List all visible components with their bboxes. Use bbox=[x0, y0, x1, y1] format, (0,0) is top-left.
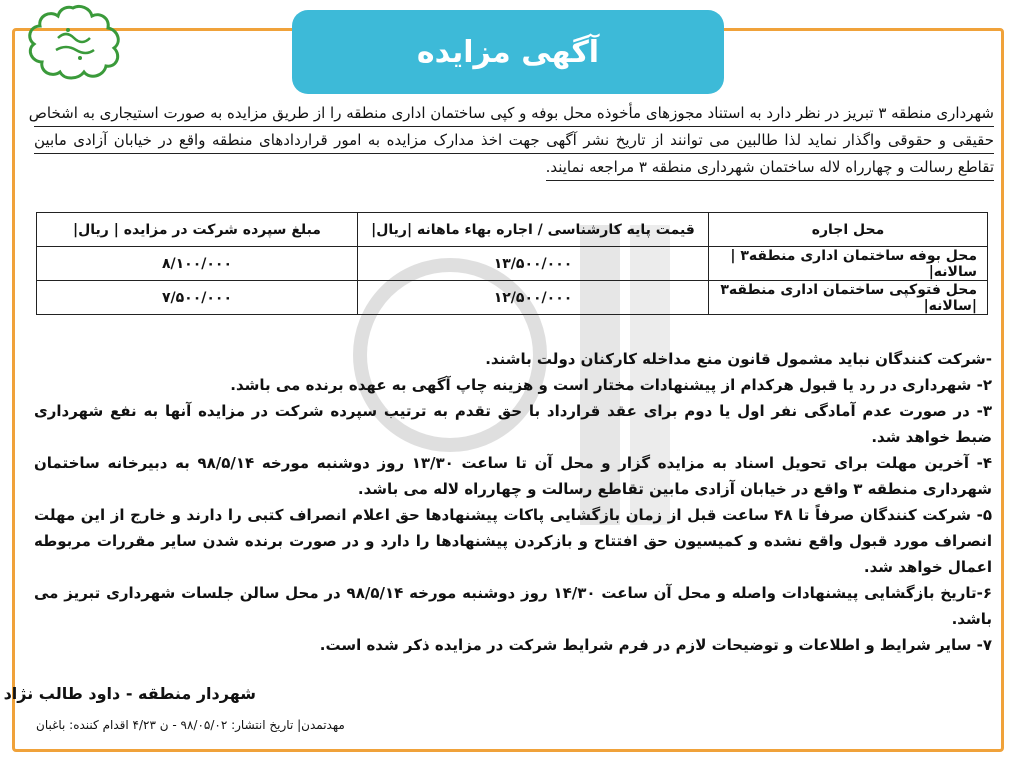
term-item: ۶-تاریخ بازگشایی پیشنهادات واصله و محل آن ساعت ۱۴/۳۰ روز دوشنبه مورخه ۹۸/۵/۱۴ در محل سالن جلسات شهرداری تبریز می باشد. bbox=[34, 584, 992, 628]
signature: شهردار منطقه - داود طالب نژاد bbox=[3, 684, 256, 703]
intro-line: تقاطع رسالت و چهارراه لاله ساختمان شهرداری منطقه ۳ مراجعه نمایند. bbox=[546, 154, 994, 181]
terms-list bbox=[34, 346, 992, 658]
municipality-logo bbox=[18, 2, 128, 82]
term-item: ۷- سایر شرایط و اطلاعات و توضیحات لازم در فرم شرایط شرکت در مزایده ذکر شده است. bbox=[319, 636, 992, 654]
row-base-price: ۱۳/۵۰۰/۰۰۰ bbox=[358, 247, 709, 281]
intro-line: حقیقی و حقوقی واگذار نماید لذا طالبین می توانند از تاریخ نشر آگهی جهت اخذ مدارک مزایده به امور قراردادهای منطقه واقع در خیابان آزادی مابین bbox=[34, 127, 994, 154]
row-location: محل فتوکپی ساختمان اداری منطقه۳ |سالانه| bbox=[709, 281, 988, 315]
header-deposit: مبلغ سپرده شرکت در مزایده | ریال| bbox=[37, 213, 358, 247]
table-row bbox=[37, 247, 988, 281]
table-row bbox=[37, 281, 988, 315]
row-location: محل بوفه ساختمان اداری منطقه۳ | سالانه| bbox=[709, 247, 988, 281]
header-location: محل اجاره bbox=[709, 213, 988, 247]
row-deposit: ۷/۵۰۰/۰۰۰ bbox=[37, 281, 358, 315]
intro-line: شهرداری منطقه ۳ تبریز در نظر دارد به استناد مجوزهای مأخوذه محل بوفه و کپی ساختمان اداری منطقه را از طریق مزایده به صورت استیجاری به اشخاص bbox=[34, 100, 994, 127]
table-header-row bbox=[37, 213, 988, 247]
auction-table bbox=[36, 212, 988, 315]
term-item: -شرکت کنندگان نباید مشمول قانون منع مداخله کارکنان دولت باشند. bbox=[485, 350, 992, 368]
term-item: ۳- در صورت عدم آمادگی نفر اول یا دوم برای عقد قرارداد با حق تقدم به ترتیب سپرده شرکت در مزایده آنها به نفع شهرداری ضبط خواهد شد. bbox=[34, 402, 992, 446]
term-item: ۴- آخرین مهلت برای تحویل اسناد به مزایده گزار و محل آن تا ساعت ۱۳/۳۰ روز دوشنبه مورخه ۹۸/۵/۱۴ به دبیرخانه ساختمان شهرداری منطقه ۳ واقع در خیابان آزادی مابین تقاطع رسالت و چهارراه لاله می باشد. bbox=[34, 454, 992, 498]
title-banner bbox=[292, 10, 724, 94]
page-title: آگهی مزایده bbox=[416, 34, 600, 70]
intro-paragraph bbox=[28, 100, 994, 181]
term-item: ۵- شرکت کنندگان صرفاً تا ۴۸ ساعت قبل از زمان بازگشایی پاکات پیشنهادها حق اعلام انصراف کتبی را دارند و خارج از این مهلت انصراف مورد قبول واقع نشده و کمیسیون حق افتتاح و بازکردن پیشنهادها را دارد و در صورت برنده شدن سایر مقررات مربوطه اعمال خواهد شد. bbox=[34, 506, 992, 576]
row-base-price: ۱۲/۵۰۰/۰۰۰ bbox=[358, 281, 709, 315]
publication-footer: مهدتمدن| تاریخ انتشار: ۹۸/۰۵/۰۲ - ن ۴/۲۳ اقدام کننده: باغبان bbox=[36, 718, 345, 732]
header-base-price: قیمت پایه کارشناسی / اجاره بهاء ماهانه |ریال| bbox=[358, 213, 709, 247]
row-deposit: ۸/۱۰۰/۰۰۰ bbox=[37, 247, 358, 281]
term-item: ۲- شهرداری در رد یا قبول هرکدام از پیشنهادات مختار است و هزینه چاپ آگهی به عهده برنده می باشد. bbox=[230, 376, 992, 394]
